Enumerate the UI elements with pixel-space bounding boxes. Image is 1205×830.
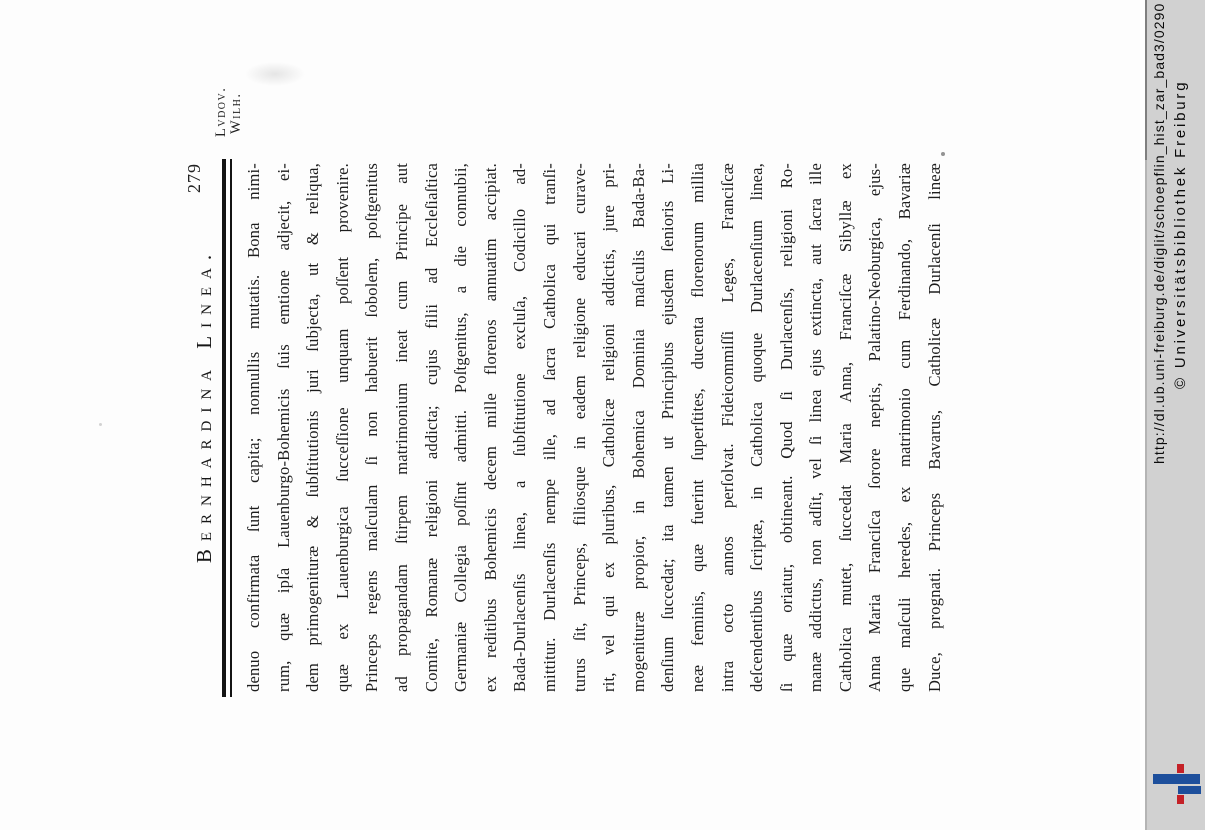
- scan-speck: [99, 423, 102, 426]
- text-line: Comite, Romanæ religioni addicta; cujus filii ad Eccleſiaſtica: [421, 163, 441, 692]
- scan-speck: [941, 152, 945, 156]
- logo-short-bar: [1178, 786, 1201, 794]
- text-line: ad propagandam ſtirpem matrimonium ineat cum Principe aut: [391, 163, 411, 692]
- text-line: Duce, prognati. Princeps Bavarus, Catholicæ Durlacenſi lineæ: [924, 163, 944, 692]
- logo-long-bar: [1153, 774, 1200, 784]
- scan-smudge: [245, 62, 305, 86]
- text-line: denuo confirmata ſunt capita; nonnullis mutatis. Bona nimi-: [244, 163, 263, 692]
- ub-freiburg-logo: [1150, 760, 1202, 806]
- text-line: Germaniæ Collegia poſſint admitti. Poſtgenitus, a die connubii,: [451, 163, 471, 692]
- text-line: que maſculi heredes, ex matrimonio cum Ferdinando, Bavariæ: [895, 163, 915, 692]
- text-line: rit, vel qui ex pluribus, Catholicæ religioni addictis, jure pri-: [599, 163, 619, 692]
- text-line: dem primogenituræ & ſubſtitutionis juri ſubjecta, ut & reliqua,: [303, 163, 323, 692]
- margin-note-line2: Wilh.: [228, 92, 244, 134]
- text-line: intra octo annos perſolvat. Fideicommiſſi Leges, Franciſcæ: [717, 163, 737, 692]
- logo-red-square-top: [1177, 764, 1184, 773]
- text-line: mogenituræ propior, in Bohemica Dominia maſculis Bada-Ba-: [628, 163, 648, 692]
- page-title: Bernhardina Linea.: [192, 246, 216, 564]
- page-number: 279: [184, 163, 204, 193]
- text-line: Anna Maria Franciſca ſorore neptis, Palatino-Neoburgica, ejus-: [865, 163, 885, 692]
- text-line: ſi quæ oriatur, obtineant. Quod ſi Durlacenſis, religioni Ro-: [776, 163, 796, 692]
- scan-edge-shadow: [1145, 0, 1147, 160]
- copyright-notice: © Universitätsbibliothek Freiburg: [1172, 79, 1189, 389]
- text-line: Princeps regens maſculam ſi non habuerit ſobolem, poſtgenitus: [362, 163, 382, 692]
- text-line: neæ feminis, quæ fuerint ſuperſtites, ducenta florenorum millia: [687, 163, 707, 692]
- text-line: ex reditibus Bohemicis decem mille florenos annuatim accipiat.: [480, 163, 500, 692]
- text-line: Bada-Durlacenſis linea, a ſubſtitutione excluſa, Codicillo ad-: [510, 163, 530, 692]
- margin-note-line1: Lvdov.: [213, 86, 229, 137]
- text-line: quæ ex Lauenburgica ſucceſſione unquam poſſent provenire.: [332, 163, 352, 692]
- text-line: turus ſit, Princeps, filiosque in eadem religione educari curave-: [569, 163, 589, 692]
- text-line: manæ addictus, non adſit, vel ſi linea ejus extincta, aut ſacra ille: [806, 163, 826, 692]
- logo-red-square-bottom: [1177, 795, 1184, 804]
- text-line: mittitur. Durlacenſis nempe ille, ad ſacra Catholica qui tranſi-: [539, 163, 559, 692]
- text-line: deſcendentibus ſcriptæ, in Catholica quoque Durlacenſium linea,: [747, 163, 767, 692]
- page-header: [184, 163, 222, 692]
- text-line: denſium ſuccedat; ita tamen ut Principibus ejusdem ſenioris Li-: [658, 163, 678, 692]
- text-line: rum, quæ ipſa Lauenburgo-Bohemicis ſuis emtione adjecit, ei-: [273, 163, 293, 692]
- body-text: [239, 163, 949, 692]
- document-url: http://dl.ub.uni-freiburg.de/diglit/schoepflin_hist_zar_bad3/0290: [1151, 2, 1167, 464]
- text-line: Catholica mutet, ſuccedat Maria Anna, Franciſcæ Sibyllæ ex: [835, 163, 855, 692]
- header-double-rule: [222, 159, 232, 697]
- margin-note: [214, 87, 244, 137]
